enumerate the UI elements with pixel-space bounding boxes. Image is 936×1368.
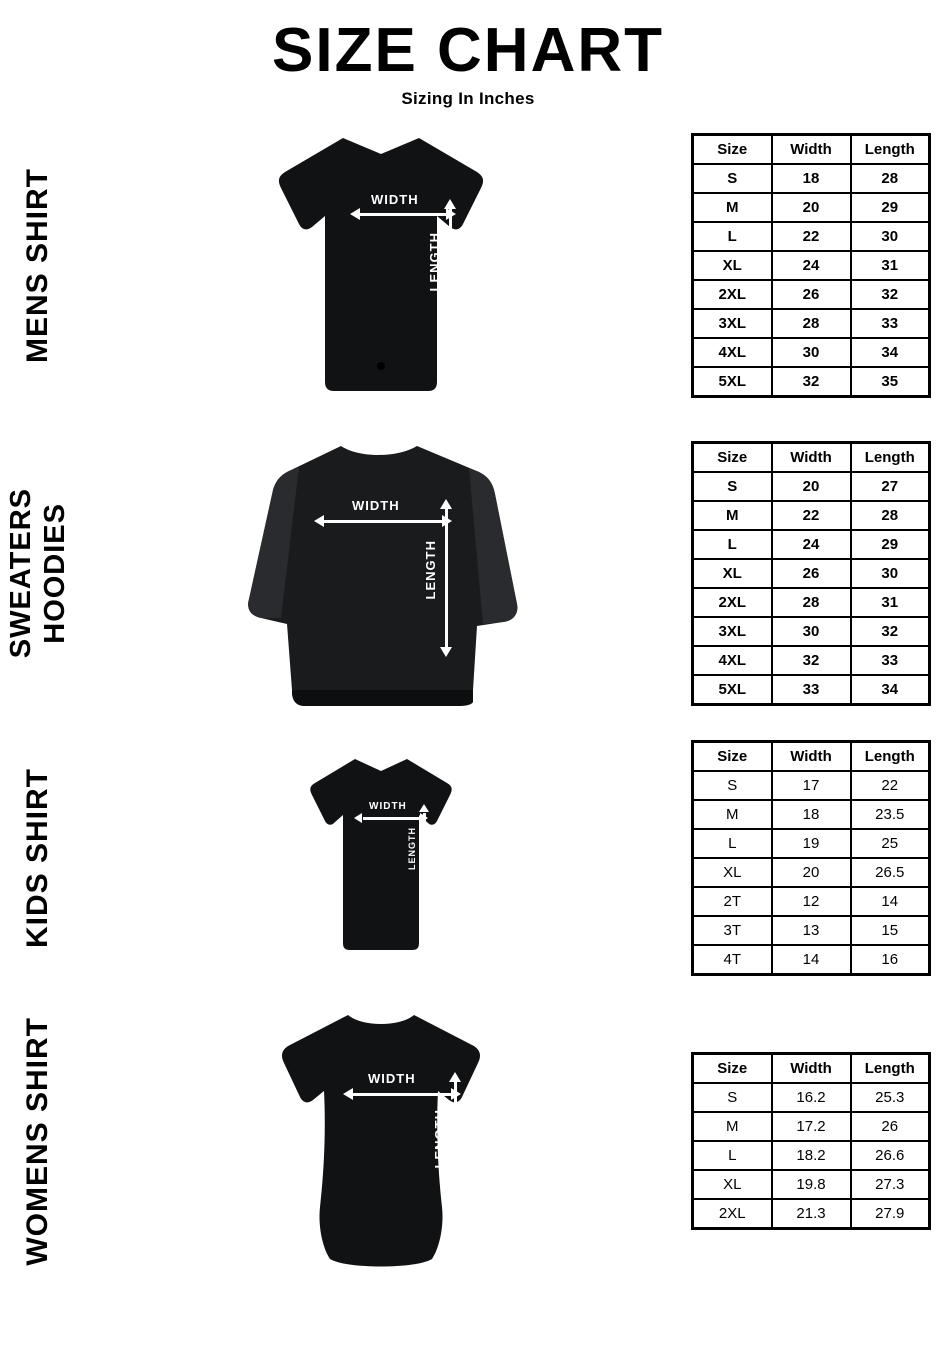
womens-shirt-illustration xyxy=(76,991,686,1291)
sweatshirt-icon xyxy=(221,428,541,718)
cell-width: 26 xyxy=(772,559,851,588)
cell-width: 32 xyxy=(772,367,851,397)
kids-table-wrap xyxy=(686,740,936,976)
cell-length: 34 xyxy=(851,338,930,367)
cell-size: 3XL xyxy=(693,617,772,646)
table-row xyxy=(693,501,930,530)
table-row xyxy=(693,559,930,588)
cell-width: 19 xyxy=(772,829,851,858)
kids-length-arrow xyxy=(423,813,426,885)
cell-width: 16.2 xyxy=(772,1083,851,1112)
mens-width-arrow xyxy=(359,213,447,216)
cell-length: 33 xyxy=(851,309,930,338)
page-title: SIZE CHART xyxy=(272,16,664,85)
col-width: Width xyxy=(772,1054,851,1084)
cell-length: 33 xyxy=(851,646,930,675)
cell-length: 32 xyxy=(851,617,930,646)
cell-size: 2XL xyxy=(693,588,772,617)
col-length: Length xyxy=(851,134,930,164)
cell-width: 12 xyxy=(772,887,851,916)
cell-width: 17.2 xyxy=(772,1112,851,1141)
sweater-length-arrow xyxy=(445,508,448,648)
section-label-sweaters xyxy=(0,423,76,723)
womens-width-label: WIDTH xyxy=(368,1071,416,1087)
mens-shirt-illustration xyxy=(76,115,686,415)
col-width: Width xyxy=(772,134,851,164)
table-row xyxy=(693,945,930,975)
sweatshirt-illustration xyxy=(76,423,686,723)
section-label-womens-text: WOMENS SHIRT xyxy=(21,1016,55,1266)
cell-length: 26 xyxy=(851,1112,930,1141)
table-row xyxy=(693,675,930,705)
section-kids-shirt xyxy=(0,729,936,987)
cell-size: XL xyxy=(693,559,772,588)
table-row xyxy=(693,829,930,858)
table-row xyxy=(693,858,930,887)
section-label-kids-text: KIDS SHIRT xyxy=(21,768,55,949)
col-length: Length xyxy=(851,742,930,772)
cell-width: 32 xyxy=(772,646,851,675)
table-row xyxy=(693,367,930,397)
womens-length-arrow xyxy=(454,1081,457,1209)
cell-length: 31 xyxy=(851,251,930,280)
page-header xyxy=(0,0,936,109)
cell-size: M xyxy=(693,800,772,829)
cell-size: 4XL xyxy=(693,338,772,367)
sweaters-size-table xyxy=(691,441,931,706)
womens-table-wrap xyxy=(686,1052,936,1230)
table-row xyxy=(693,309,930,338)
table-row xyxy=(693,617,930,646)
cell-length: 23.5 xyxy=(851,800,930,829)
kids-shirt-illustration xyxy=(76,729,686,987)
cell-width: 18.2 xyxy=(772,1141,851,1170)
table-header-row xyxy=(693,1054,930,1084)
cell-size: M xyxy=(693,501,772,530)
cell-length: 28 xyxy=(851,501,930,530)
col-width: Width xyxy=(772,442,851,472)
table-row xyxy=(693,1083,930,1112)
sweaters-table-wrap xyxy=(686,441,936,706)
womens-size-table xyxy=(691,1052,931,1230)
kids-size-table xyxy=(691,740,931,976)
mens-table-wrap xyxy=(686,133,936,398)
cell-size: 2XL xyxy=(693,280,772,309)
section-sweaters-hoodies xyxy=(0,423,936,723)
cell-size: XL xyxy=(693,858,772,887)
section-label-kids xyxy=(0,729,76,987)
mens-length-arrow xyxy=(449,208,452,323)
cell-size: 2T xyxy=(693,887,772,916)
cell-size: 4XL xyxy=(693,646,772,675)
cell-size: 4T xyxy=(693,945,772,975)
table-row xyxy=(693,1199,930,1229)
section-label-sweaters-line1: SWEATERS xyxy=(4,487,37,659)
kids-width-arrow xyxy=(363,817,419,820)
cell-size: L xyxy=(693,222,772,251)
womens-width-arrow xyxy=(352,1093,452,1096)
cell-width: 14 xyxy=(772,945,851,975)
cell-width: 30 xyxy=(772,338,851,367)
cell-length: 30 xyxy=(851,559,930,588)
section-label-sweaters-line2: HOODIES xyxy=(39,502,71,644)
cell-width: 30 xyxy=(772,617,851,646)
cell-size: XL xyxy=(693,1170,772,1199)
col-size: Size xyxy=(693,134,772,164)
section-mens-shirt xyxy=(0,115,936,415)
cell-length: 32 xyxy=(851,280,930,309)
cell-length: 16 xyxy=(851,945,930,975)
cell-length: 27.9 xyxy=(851,1199,930,1229)
cell-length: 22 xyxy=(851,771,930,800)
cell-length: 14 xyxy=(851,887,930,916)
cell-length: 26.6 xyxy=(851,1141,930,1170)
cell-size: S xyxy=(693,472,772,501)
section-label-mens-text: MENS SHIRT xyxy=(21,167,55,363)
womens-length-label: LENGTH xyxy=(432,1109,447,1169)
table-row xyxy=(693,771,930,800)
sweater-width-arrow xyxy=(323,520,443,523)
cell-size: S xyxy=(693,1083,772,1112)
cell-length: 27.3 xyxy=(851,1170,930,1199)
cell-size: L xyxy=(693,530,772,559)
col-size: Size xyxy=(693,442,772,472)
cell-size: L xyxy=(693,1141,772,1170)
table-row xyxy=(693,646,930,675)
cell-width: 28 xyxy=(772,588,851,617)
cell-width: 21.3 xyxy=(772,1199,851,1229)
cell-size: 5XL xyxy=(693,367,772,397)
cell-width: 26 xyxy=(772,280,851,309)
col-length: Length xyxy=(851,442,930,472)
cell-size: 2XL xyxy=(693,1199,772,1229)
cell-length: 28 xyxy=(851,164,930,193)
cell-size: S xyxy=(693,771,772,800)
table-row xyxy=(693,222,930,251)
col-size: Size xyxy=(693,1054,772,1084)
cell-width: 20 xyxy=(772,193,851,222)
cell-width: 18 xyxy=(772,800,851,829)
col-length: Length xyxy=(851,1054,930,1084)
cell-width: 24 xyxy=(772,530,851,559)
cell-size: 3T xyxy=(693,916,772,945)
section-label-womens xyxy=(0,991,76,1291)
table-row xyxy=(693,193,930,222)
cell-length: 26.5 xyxy=(851,858,930,887)
table-row xyxy=(693,916,930,945)
table-header-row xyxy=(693,134,930,164)
cell-size: L xyxy=(693,829,772,858)
cell-length: 29 xyxy=(851,530,930,559)
table-row xyxy=(693,588,930,617)
table-row xyxy=(693,251,930,280)
cell-width: 24 xyxy=(772,251,851,280)
mens-width-label: WIDTH xyxy=(371,192,419,208)
cell-size: S xyxy=(693,164,772,193)
table-row xyxy=(693,887,930,916)
table-row xyxy=(693,472,930,501)
page-subtitle: Sizing In Inches xyxy=(401,89,535,109)
cell-length: 34 xyxy=(851,675,930,705)
col-width: Width xyxy=(772,742,851,772)
mens-tshirt-icon xyxy=(231,120,531,410)
table-header-row xyxy=(693,742,930,772)
cell-length: 35 xyxy=(851,367,930,397)
table-header-row xyxy=(693,442,930,472)
mens-length-label: LENGTH xyxy=(427,232,442,292)
cell-width: 18 xyxy=(772,164,851,193)
col-size: Size xyxy=(693,742,772,772)
sweater-width-label: WIDTH xyxy=(352,498,400,514)
cell-length: 29 xyxy=(851,193,930,222)
cell-width: 33 xyxy=(772,675,851,705)
cell-size: M xyxy=(693,1112,772,1141)
cell-width: 19.8 xyxy=(772,1170,851,1199)
cell-length: 27 xyxy=(851,472,930,501)
cell-width: 22 xyxy=(772,501,851,530)
section-label-mens xyxy=(0,115,76,415)
cell-length: 30 xyxy=(851,222,930,251)
table-row xyxy=(693,164,930,193)
cell-width: 28 xyxy=(772,309,851,338)
cell-size: M xyxy=(693,193,772,222)
cell-width: 20 xyxy=(772,472,851,501)
table-row xyxy=(693,1141,930,1170)
kids-width-label: WIDTH xyxy=(369,801,407,813)
table-row xyxy=(693,800,930,829)
table-row xyxy=(693,280,930,309)
cell-size: 5XL xyxy=(693,675,772,705)
cell-size: 3XL xyxy=(693,309,772,338)
cell-size: XL xyxy=(693,251,772,280)
table-row xyxy=(693,530,930,559)
kids-tshirt-icon xyxy=(281,743,481,973)
sweater-length-label: LENGTH xyxy=(423,540,438,600)
cell-length: 31 xyxy=(851,588,930,617)
mens-size-table xyxy=(691,133,931,398)
table-row xyxy=(693,1170,930,1199)
table-row xyxy=(693,338,930,367)
cell-length: 25.3 xyxy=(851,1083,930,1112)
womens-tshirt-icon xyxy=(236,1001,526,1281)
cell-width: 17 xyxy=(772,771,851,800)
cell-width: 20 xyxy=(772,858,851,887)
cell-width: 13 xyxy=(772,916,851,945)
section-womens-shirt xyxy=(0,991,936,1291)
cell-length: 15 xyxy=(851,916,930,945)
cell-length: 25 xyxy=(851,829,930,858)
kids-length-label: LENGTH xyxy=(407,827,417,871)
cell-width: 22 xyxy=(772,222,851,251)
table-row xyxy=(693,1112,930,1141)
